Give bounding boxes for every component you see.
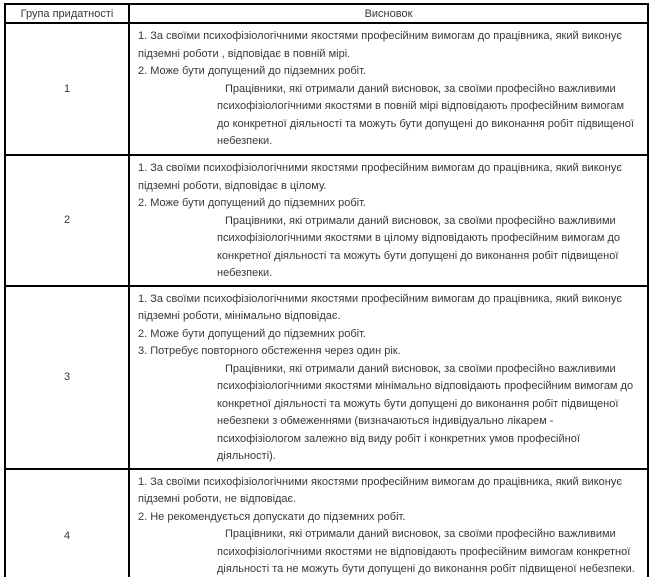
table-row xyxy=(5,286,648,469)
group-number: 3 xyxy=(5,286,129,469)
table-row xyxy=(5,23,648,155)
conclusion-note: Працівники, які отримали даний висновок, за своїми професійно важливими психофізіологічними якостями в повній мірі відповідають професійним вимогам до конкретної діяльності та можуть бути допущені до виконання робіт підвищеної небезпеки. xyxy=(217,82,634,147)
conclusion-cell xyxy=(129,155,648,286)
conclusion-item: 1. За своїми психофізіологічними якостями професійним вимогам до працівника, який виконує підземні роботи, мінімально відповідає. xyxy=(138,292,622,322)
conclusion-item: 2. Не рекомендується допускати до підземних робіт. xyxy=(138,510,406,523)
conclusion-item: 2. Може бути допущений до підземних робіт. xyxy=(138,197,366,209)
conclusion-item: 1. За своїми психофізіологічними якостями професійним вимогам до працівника, який виконує підземні роботи, не відповідає. xyxy=(138,475,622,505)
table-row xyxy=(5,155,648,286)
conclusion-note: Працівники, які отримали даний висновок, за своїми професійно важливими психофізіологічними якостями мінімально відповідають професійним вимогам до конкретної діяльності та можуть бути допущені до виконання робіт підвищеної небезпеки з обмеженнями (визначаються індивідуально лікарем - психофізіологом залежно від виду робіт і конкретних умов професійної діяльності). xyxy=(217,362,634,462)
document-page xyxy=(0,3,651,577)
conclusion-item: 1. За своїми психофізіологічними якостями професійним вимогам до працівника, який виконує підземні роботи , відповідає в повній мірі. xyxy=(138,30,622,60)
conclusion-item: 2. Може бути допущений до підземних робіт. xyxy=(138,65,366,77)
conclusion-item: 1. За своїми психофізіологічними якостями професійним вимогам до працівника, який виконує підземні роботи, відповідає в цілому. xyxy=(138,162,622,192)
conclusion-item: 2. Може бути допущений до підземних робіт. xyxy=(138,327,366,340)
group-number: 2 xyxy=(5,155,129,286)
group-number: 1 xyxy=(5,23,129,155)
header-row xyxy=(5,4,648,23)
column-header-conclusion: Висновок xyxy=(129,4,648,23)
conclusion-note: Працівники, які отримали даний висновок, за своїми професійно важливими психофізіологічними якостями в цілому відповідають професійним вимогам до конкретної діяльності та можуть бути допущені до виконання робіт підвищеної небезпеки. xyxy=(217,214,621,279)
group-number: 4 xyxy=(5,469,129,577)
table-row xyxy=(5,469,648,577)
conclusion-cell xyxy=(129,286,648,469)
conclusion-item: 3. Потребує повторного обстеження через один рік. xyxy=(138,345,401,357)
column-header-group: Група придатності xyxy=(5,4,129,23)
conclusion-cell xyxy=(129,469,648,577)
suitability-table xyxy=(4,3,649,577)
conclusion-note: Працівники, які отримали даний висновок, за своїми професійно важливими психофізіологічними якостями не відповідають професійним вимогам конкретної діяльності та не можуть бути допущені до виконання робіт підвищеної небезпеки. xyxy=(217,528,635,575)
conclusion-cell xyxy=(129,23,648,155)
